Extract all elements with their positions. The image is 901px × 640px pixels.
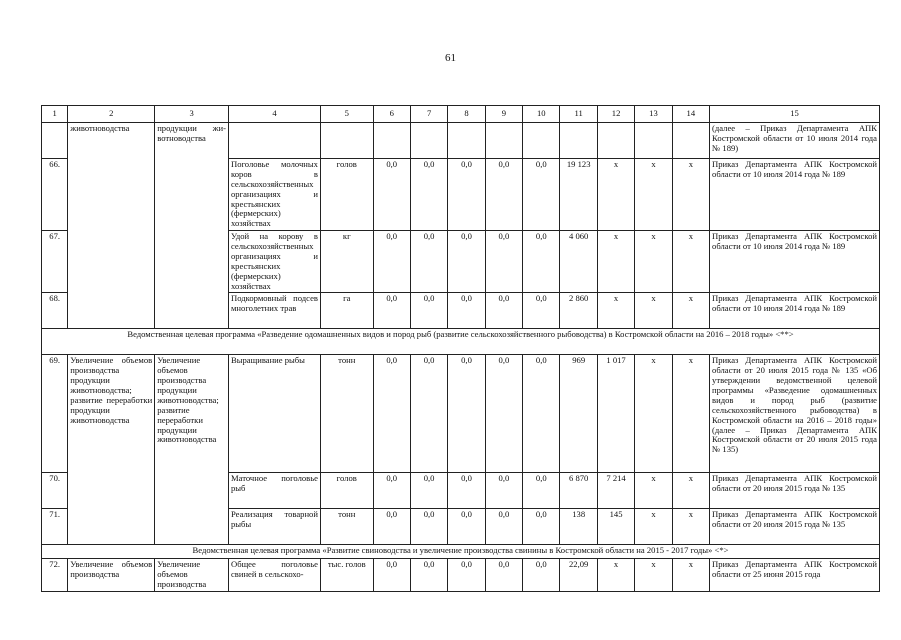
- value-cell: 145: [597, 509, 634, 545]
- table-row: [42, 559, 880, 592]
- header-cell: 15: [710, 106, 880, 123]
- header-cell: 7: [410, 106, 447, 123]
- value-cell: 0,0: [523, 509, 560, 545]
- source-document: Приказ Департамента АПК Костромской области от 20 июля 2015 года № 135: [710, 509, 880, 545]
- value-cell: 0,0: [523, 355, 560, 473]
- value-cell: 0,0: [410, 355, 447, 473]
- value-cell: 0,0: [373, 473, 410, 509]
- value-cell: 0,0: [448, 473, 485, 509]
- row-number: 67.: [42, 231, 68, 293]
- value-cell: х: [672, 293, 709, 329]
- value-cell: 0,0: [448, 159, 485, 231]
- indicator-name: Поголовье молочных коров в сельскохозяйственных организациях и крестьянских (фермерских) хозяйствах: [228, 159, 320, 231]
- unit-cell: голов: [320, 159, 373, 231]
- value-cell: 969: [560, 355, 597, 473]
- value-cell: 0,0: [523, 293, 560, 329]
- value-cell: 0,0: [373, 509, 410, 545]
- header-cell: 13: [635, 106, 672, 123]
- source-document: Приказ Департамента АПК Костромской области от 20 июля 2015 года № 135 «Об утверждении ведомственной целевой программы «Разведение одомашненных видов и пород рыб (развитие сельскохозяйственного рыбоводства) в Костромской области на 2016 – 2018 годы» (далее – Приказ Департамента АПК Костромской области от 20 июля 2015 года № 135): [710, 355, 880, 473]
- value-cell: 22,09: [560, 559, 597, 592]
- goal-cell: животноводства: [68, 123, 155, 329]
- indicator-name: Удой на корову в сельскохозяйственных организациях и крестьянских (фермерских) хозяйствах: [228, 231, 320, 293]
- value-cell: 0,0: [448, 559, 485, 592]
- value-cell: 0,0: [373, 355, 410, 473]
- row-number: 68.: [42, 293, 68, 329]
- goal-cell: Увеличение объемов производства продукции животноводства; развитие переработки продукции животноводства: [68, 355, 155, 545]
- value-cell: х: [635, 293, 672, 329]
- header-cell: 10: [523, 106, 560, 123]
- unit-cell: кг: [320, 231, 373, 293]
- row-number: [42, 123, 68, 159]
- value-cell: 7 214: [597, 473, 634, 509]
- value-cell: 0,0: [485, 231, 522, 293]
- indicator-name: Подкормовный подсев многолетних трав: [228, 293, 320, 329]
- value-cell: 0,0: [485, 473, 522, 509]
- program-row: [42, 329, 880, 355]
- table-row: [42, 123, 880, 159]
- value-cell: 19 123: [560, 159, 597, 231]
- unit-cell: тонн: [320, 509, 373, 545]
- value-cell: х: [635, 509, 672, 545]
- unit-cell: тыс. голов: [320, 559, 373, 592]
- header-cell: 8: [448, 106, 485, 123]
- task-cell: Увеличение объемов производства продукции животноводства; развитие переработки продукции животноводства: [155, 355, 229, 545]
- value-cell: 0,0: [373, 293, 410, 329]
- value-cell: 0,0: [410, 473, 447, 509]
- goal-cell: Увеличение объемов производства: [68, 559, 155, 592]
- value-cell: 0,0: [448, 293, 485, 329]
- task-cell: Увеличение объемов производства: [155, 559, 229, 592]
- value-cell: 0,0: [448, 509, 485, 545]
- value-cell: 0,0: [373, 231, 410, 293]
- value-cell: 0,0: [448, 231, 485, 293]
- value-cell: 0,0: [485, 509, 522, 545]
- value-cell: 1 017: [597, 355, 634, 473]
- value-cell: 0,0: [410, 509, 447, 545]
- value-cell: х: [672, 355, 709, 473]
- source-document: Приказ Департамента АПК Костромской области от 10 июля 2014 года № 189: [710, 293, 880, 329]
- page-number: 61: [445, 52, 456, 64]
- value-cell: х: [597, 159, 634, 231]
- value-cell: 0,0: [410, 159, 447, 231]
- value-cell: 4 060: [560, 231, 597, 293]
- source-document: Приказ Департамента АПК Костромской области от 20 июля 2015 года № 135: [710, 473, 880, 509]
- indicator-name: Общее поголовье свиней в сельскохо-: [228, 559, 320, 592]
- header-row: [42, 106, 880, 123]
- value-cell: х: [635, 559, 672, 592]
- header-cell: 1: [42, 106, 68, 123]
- row-number: 66.: [42, 159, 68, 231]
- value-cell: х: [597, 293, 634, 329]
- source-document: Приказ Департамента АПК Костромской области от 10 июля 2014 года № 189: [710, 231, 880, 293]
- value-cell: х: [672, 159, 709, 231]
- program-title: Ведомственная целевая программа «Развитие свиноводства и увеличение производства свинины в Костромской области на 2015 - 2017 годы» <*>: [42, 545, 880, 559]
- indicators-table: [41, 105, 880, 592]
- program-title: Ведомственная целевая программа «Разведение одомашненных видов и пород рыб (развитие сельскохозяйственного рыбоводства) в Костромской области на 2016 – 2018 годы» <**>: [42, 329, 880, 355]
- value-cell: 0,0: [373, 159, 410, 231]
- value-cell: 0,0: [523, 473, 560, 509]
- value-cell: х: [672, 473, 709, 509]
- value-cell: х: [635, 473, 672, 509]
- value-cell: 0,0: [448, 355, 485, 473]
- header-cell: 12: [597, 106, 634, 123]
- value-cell: х: [635, 355, 672, 473]
- unit-cell: голов: [320, 473, 373, 509]
- value-cell: 6 870: [560, 473, 597, 509]
- row-number: 72.: [42, 559, 68, 592]
- source-document: Приказ Департамента АПК Костромской области от 10 июля 2014 года № 189: [710, 159, 880, 231]
- value-cell: х: [597, 231, 634, 293]
- value-cell: 0,0: [485, 159, 522, 231]
- task-cell: продукции жи-вотноводства: [155, 123, 229, 329]
- value-cell: х: [672, 559, 709, 592]
- header-cell: 5: [320, 106, 373, 123]
- source-document: (далее – Приказ Департамента АПК Костромской области от 10 июля 2014 года № 189): [710, 123, 880, 159]
- header-cell: 11: [560, 106, 597, 123]
- value-cell: х: [635, 159, 672, 231]
- value-cell: 0,0: [523, 231, 560, 293]
- value-cell: 0,0: [485, 559, 522, 592]
- source-document: Приказ Департамента АПК Костромской области от 25 июня 2015 года: [710, 559, 880, 592]
- program-row: [42, 545, 880, 559]
- header-cell: 2: [68, 106, 155, 123]
- header-cell: 3: [155, 106, 229, 123]
- indicator-name: Маточное поголовье рыб: [228, 473, 320, 509]
- value-cell: х: [672, 509, 709, 545]
- header-cell: 14: [672, 106, 709, 123]
- indicator-name: Реализация товарной рыбы: [228, 509, 320, 545]
- header-cell: 4: [228, 106, 320, 123]
- row-number: 71.: [42, 509, 68, 545]
- indicator-name: [228, 123, 320, 159]
- value-cell: 138: [560, 509, 597, 545]
- header-cell: 6: [373, 106, 410, 123]
- row-number: 70.: [42, 473, 68, 509]
- indicator-name: Выращивание рыбы: [228, 355, 320, 473]
- value-cell: 0,0: [523, 159, 560, 231]
- value-cell: х: [672, 231, 709, 293]
- value-cell: 0,0: [485, 355, 522, 473]
- table-row: [42, 355, 880, 473]
- value-cell: 2 860: [560, 293, 597, 329]
- row-number: 69.: [42, 355, 68, 473]
- header-cell: 9: [485, 106, 522, 123]
- value-cell: х: [635, 231, 672, 293]
- value-cell: 0,0: [410, 559, 447, 592]
- unit-cell: тонн: [320, 355, 373, 473]
- value-cell: 0,0: [485, 293, 522, 329]
- value-cell: 0,0: [373, 559, 410, 592]
- value-cell: 0,0: [410, 293, 447, 329]
- value-cell: 0,0: [410, 231, 447, 293]
- unit-cell: га: [320, 293, 373, 329]
- value-cell: 0,0: [523, 559, 560, 592]
- value-cell: х: [597, 559, 634, 592]
